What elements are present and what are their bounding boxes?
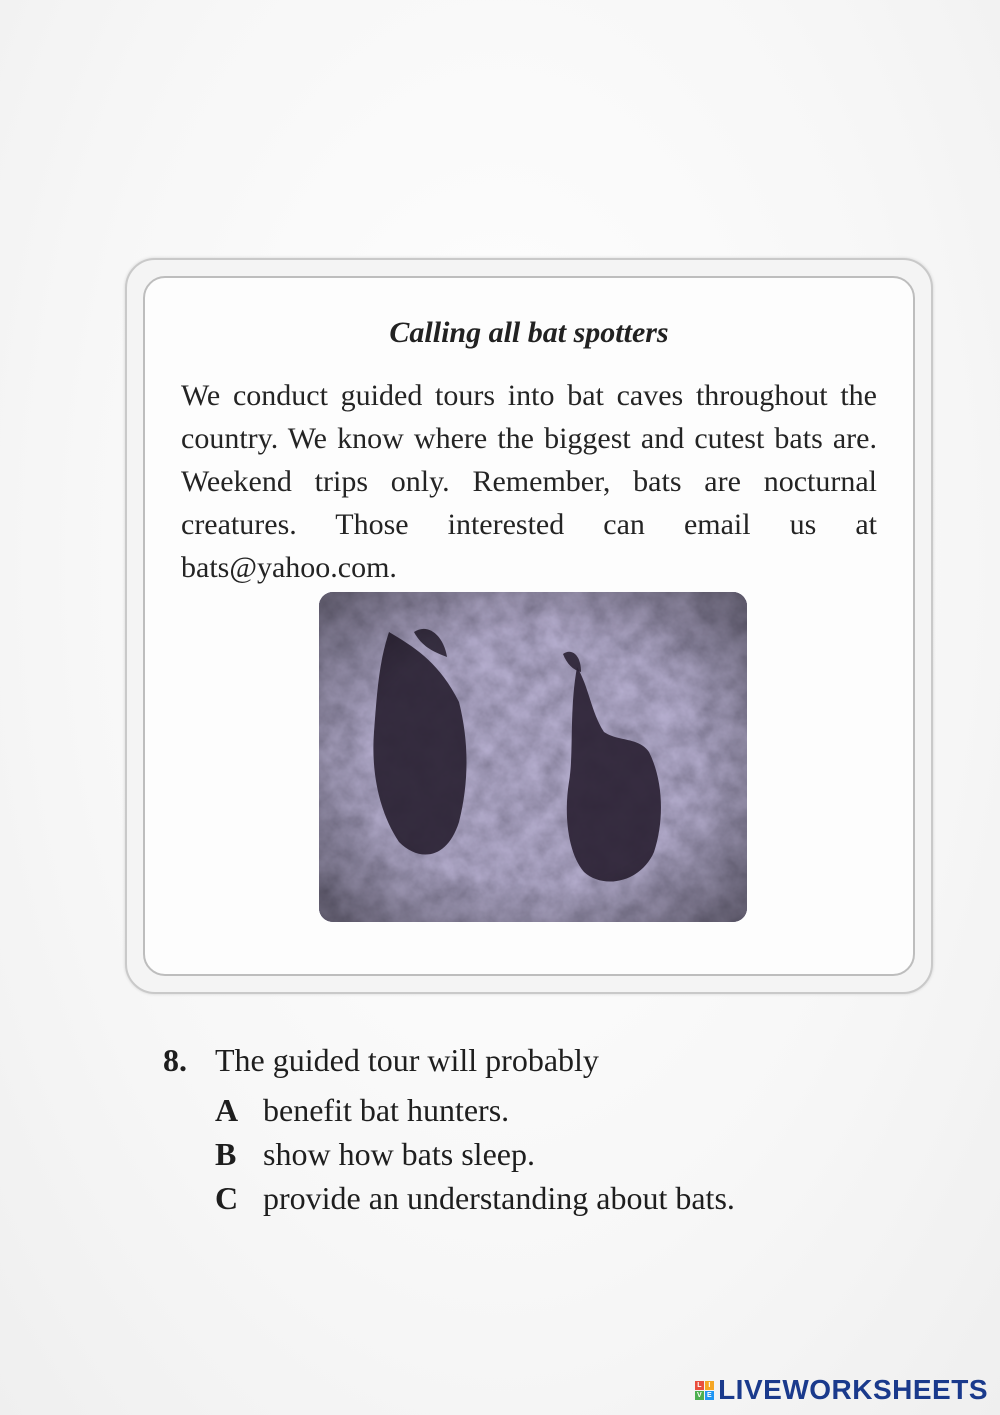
- brand-name: LIVEWORKSHEETS: [718, 1374, 988, 1405]
- logo-letter: L: [695, 1381, 704, 1390]
- option-c[interactable]: [215, 1180, 735, 1217]
- option-b[interactable]: [215, 1136, 535, 1173]
- bat-cave-photo: [319, 592, 747, 922]
- option-text: show how bats sleep.: [263, 1136, 535, 1172]
- notice-card-inner: [143, 276, 915, 976]
- question-stem: The guided tour will probably: [215, 1042, 599, 1078]
- option-a[interactable]: [215, 1092, 509, 1129]
- option-letter: A: [215, 1092, 239, 1128]
- notice-body: We conduct guided tours into bat caves throughout the country. We know where the biggest and cutest bats are. Weekend trips only. Remember, bats are nocturnal creatures. Those interested can email us at bats@yahoo.com.: [181, 379, 877, 584]
- option-text: provide an understanding about bats.: [263, 1180, 735, 1216]
- option-letter: C: [215, 1180, 239, 1216]
- option-text: benefit bat hunters.: [263, 1092, 510, 1128]
- logo-letter: V: [696, 1391, 703, 1399]
- notice-title: Calling all bat spotters: [389, 316, 669, 349]
- notice-card: [125, 258, 933, 994]
- liveworksheets-watermark: [695, 1374, 988, 1406]
- liveworksheets-logo-icon: [695, 1381, 714, 1400]
- question-number: 8.: [163, 1042, 187, 1078]
- option-letter: B: [215, 1136, 237, 1172]
- logo-letter: E: [706, 1391, 713, 1399]
- logo-letter: I: [705, 1381, 714, 1390]
